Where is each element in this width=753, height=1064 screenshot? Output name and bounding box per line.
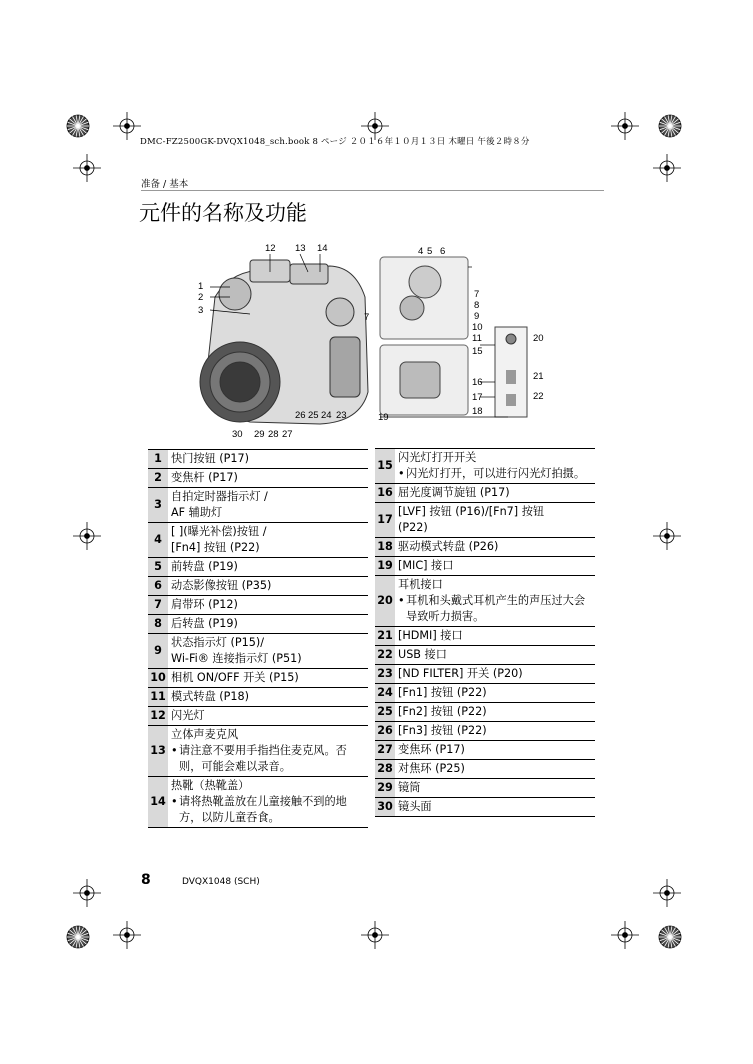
item-line: [LVF] 按钮 (P16)/[Fn7] 按钮 [398,505,545,518]
item-description [168,558,368,577]
table-row [148,450,368,469]
bullet-icon: • [171,795,178,808]
item-text: 后转盘 (P19) [171,617,238,630]
item-text: 屈光度调节旋钮 (P17) [398,486,510,499]
table-row [148,558,368,577]
item-description [395,484,595,503]
item-number: 2 [148,469,168,488]
item-number: 8 [148,615,168,634]
item-text: 驱动模式转盘 (P26) [398,540,499,553]
item-description [395,538,595,557]
callout-label: 8 [474,300,480,311]
item-description [395,627,595,646]
table-row [375,665,595,684]
item-description [168,469,368,488]
item-number: 20 [375,576,395,627]
callout-label: 5 [427,246,433,257]
item-number: 9 [148,634,168,669]
item-text: [ND FILTER] 开关 (P20) [398,667,523,680]
item-description [395,665,595,684]
item-text: USB 接口 [398,648,447,661]
item-text: 对焦环 (P25) [398,762,465,775]
item-text: 动态影像按钮 (P35) [171,579,272,592]
item-text: 镜头面 [398,800,432,813]
item-description [395,798,595,817]
table-row [148,615,368,634]
callout-label: 19 [378,412,389,423]
item-text: 闪光灯 [171,709,205,722]
item-text: 耳机接口 [398,578,443,591]
header-divider [141,190,604,191]
item-note [398,466,592,482]
item-number: 18 [375,538,395,557]
callout-label: 10 [472,322,483,333]
item-note [398,593,592,625]
callout-label: 11 [472,333,482,344]
bullet-icon: • [171,744,178,757]
document-code: DVQX1048 (SCH) [182,877,260,887]
item-line: (P22) [398,521,428,534]
item-description [168,450,368,469]
item-description [395,741,595,760]
breadcrumb: 准备 / 基本 [141,179,189,190]
table-row [148,669,368,688]
item-number: 30 [375,798,395,817]
table-row [148,688,368,707]
parts-table-left [148,449,368,828]
item-description [395,703,595,722]
item-number: 28 [375,760,395,779]
item-number: 7 [148,596,168,615]
item-description [395,557,595,576]
item-description [395,684,595,703]
callout-label: 9 [474,311,480,322]
item-line: [Fn4] 按钮 (P22) [171,541,260,554]
item-description [168,523,368,558]
item-text: [Fn2] 按钮 (P22) [398,705,487,718]
item-number: 27 [375,741,395,760]
item-number: 24 [375,684,395,703]
item-description [395,760,595,779]
item-line: 状态指示灯 (P15)/ [171,636,264,649]
table-row [375,503,595,538]
item-text: 变焦环 (P17) [398,743,465,756]
item-number: 15 [375,449,395,484]
callout-label: 14 [317,243,328,254]
callout-label: 17 [472,392,483,403]
table-row [375,538,595,557]
item-number: 10 [148,669,168,688]
item-text: 镜筒 [398,781,421,794]
item-description [168,488,368,523]
item-number: 12 [148,707,168,726]
item-number: 17 [375,503,395,538]
item-description [395,722,595,741]
item-text: [MIC] 接口 [398,559,454,572]
item-description [168,634,368,669]
callout-label: 7 [474,289,480,300]
item-description [395,503,595,538]
item-number: 5 [148,558,168,577]
item-text: [Fn3] 按钮 (P22) [398,724,487,737]
table-row [375,722,595,741]
item-text: 热靴（热靴盖） [171,779,250,792]
item-number: 19 [375,557,395,576]
item-number: 22 [375,646,395,665]
bullet-icon: • [398,467,405,480]
item-text: 变焦杆 (P17) [171,471,238,484]
parts-table-right [375,448,595,817]
item-number: 29 [375,779,395,798]
table-row [148,726,368,777]
callout-label: 22 [533,391,544,402]
item-text: 闪光灯打开开关 [398,451,477,464]
table-row [375,484,595,503]
item-line: 自拍定时器指示灯 / [171,490,268,503]
table-row [375,703,595,722]
item-number: 1 [148,450,168,469]
item-description [168,707,368,726]
callout-label: 4 [418,246,424,257]
note-text: 闪光灯打开，可以进行闪光灯拍摄。 [406,467,586,480]
callout-label: 12 [265,243,276,254]
item-number: 26 [375,722,395,741]
item-line: [ ](曝光补偿)按钮 / [171,525,267,538]
page-number: 8 [141,872,151,888]
item-text: 前转盘 (P19) [171,560,238,573]
item-note [171,743,365,775]
callout-label: 27 [282,429,293,440]
item-description [168,688,368,707]
table-row [375,684,595,703]
item-description [168,615,368,634]
table-row [375,798,595,817]
table-row [148,469,368,488]
item-number: 25 [375,703,395,722]
item-description [395,779,595,798]
callout-label: 21 [533,371,544,382]
callout-label: 29 [254,429,265,440]
item-text: 立体声麦克风 [171,728,239,741]
item-description [168,726,368,777]
callout-label: 16 [472,377,483,388]
callout-label: 26 [295,410,306,421]
item-description [395,576,595,627]
item-number: 6 [148,577,168,596]
callout-label: 2 [198,292,204,303]
note-text: 请注意不要用手指挡住麦克风。否则，可能会难以录音。 [179,744,347,773]
item-note [171,794,365,826]
table-row [375,576,595,627]
callout-label: 20 [533,333,544,344]
item-description [168,669,368,688]
table-row [375,741,595,760]
item-number: 13 [148,726,168,777]
callout-label: 7 [364,312,370,323]
item-text: 模式转盘 (P18) [171,690,250,703]
callout-label: 15 [472,346,483,357]
page-title: 元件的名称及功能 [139,201,307,225]
table-row [375,760,595,779]
item-number: 16 [375,484,395,503]
item-number: 3 [148,488,168,523]
table-row [375,557,595,576]
table-row [148,488,368,523]
callout-label: 18 [472,406,483,417]
callout-label: 1 [198,281,204,292]
item-number: 23 [375,665,395,684]
item-number: 4 [148,523,168,558]
item-number: 21 [375,627,395,646]
print-header: DMC-FZ2500GK-DVQX1048_sch.book 8 ページ ２０１６年１０月１３日 木曜日 午後２時８分 [140,137,530,147]
callout-label: 28 [268,429,279,440]
callout-label: 23 [336,410,347,421]
callout-label: 25 [308,410,319,421]
camera-diagram [190,242,560,442]
callout-label: 3 [198,305,204,316]
note-text: 耳机和头戴式耳机产生的声压过大会导致听力损害。 [406,594,586,623]
table-row [375,627,595,646]
table-row [148,577,368,596]
item-description [168,577,368,596]
table-row [375,449,595,484]
item-text: [HDMI] 接口 [398,629,463,642]
table-row [375,646,595,665]
item-text: [Fn1] 按钮 (P22) [398,686,487,699]
callout-label: 13 [295,243,306,254]
item-text: 快门按钮 (P17) [171,452,250,465]
item-number: 14 [148,777,168,828]
note-text: 请将热靴盖放在儿童接触不到的地方，以防儿童吞食。 [179,795,347,824]
item-description [395,449,595,484]
callout-label: 30 [232,429,243,440]
item-description [395,646,595,665]
table-row [148,634,368,669]
table-row [148,777,368,828]
callout-label: 24 [321,410,332,421]
table-row [148,523,368,558]
item-number: 11 [148,688,168,707]
item-description [168,777,368,828]
item-text: 相机 ON/OFF 开关 (P15) [171,671,299,684]
table-row [375,779,595,798]
item-line: AF 辅助灯 [171,506,223,519]
table-row [148,707,368,726]
callout-label: 6 [440,246,446,257]
bullet-icon: • [398,594,405,607]
table-row [148,596,368,615]
item-line: Wi-Fi® 连接指示灯 (P51) [171,652,302,665]
item-description [168,596,368,615]
item-text: 肩带环 (P12) [171,598,238,611]
